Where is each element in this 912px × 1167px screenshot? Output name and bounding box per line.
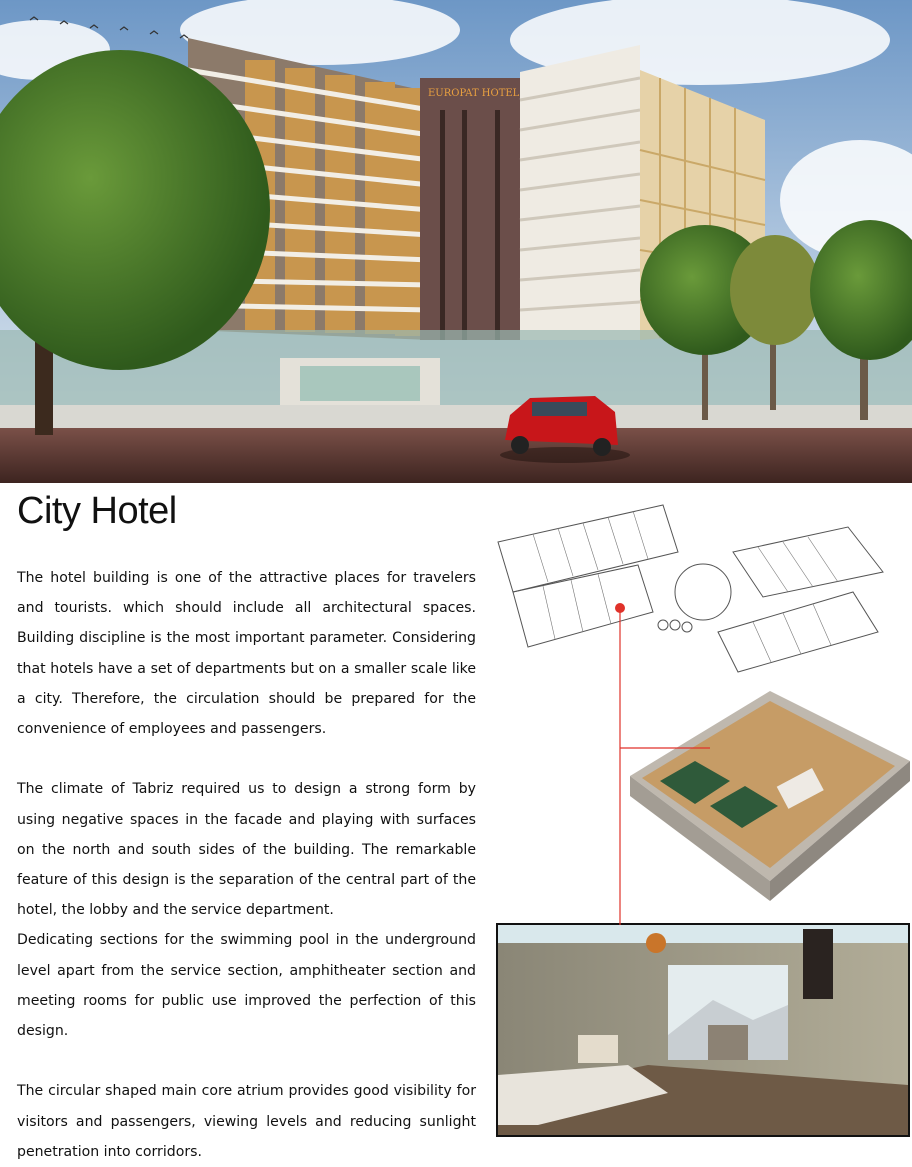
floor-plan-drawing bbox=[493, 497, 912, 693]
paragraph-3: Dedicating sections for the swimming pool in the underground level apart from the service section, amphitheater section and meeting rooms for public use improved the perfection of this design. bbox=[17, 932, 476, 1040]
plan-room-partitions bbox=[533, 511, 838, 662]
hotel-sign: EUROPAT HOTEL bbox=[428, 88, 520, 99]
page-title: City Hotel bbox=[17, 490, 177, 532]
description-text bbox=[17, 563, 476, 1167]
road bbox=[0, 428, 912, 483]
plan-location-marker bbox=[615, 603, 625, 613]
pendant-lamp bbox=[646, 933, 666, 953]
plan-wing-lower-right bbox=[718, 592, 878, 672]
entrance-glass bbox=[300, 366, 420, 401]
interior-room-rendering bbox=[496, 923, 910, 1137]
paragraph-2: The climate of Tabriz required us to design a strong form by using negative spaces in the facade and playing with surfaces on the north and south sides of the building. The remarkable feature of this design is the separation of the central part of the hotel, the lobby and the service department. bbox=[17, 781, 476, 919]
building-central-core bbox=[420, 78, 525, 340]
room-3d-svg bbox=[620, 686, 912, 912]
plan-wing-lower-left bbox=[513, 565, 653, 647]
floor-plan-svg bbox=[493, 497, 912, 693]
ceiling bbox=[498, 925, 908, 943]
desk-chair bbox=[708, 1025, 748, 1060]
paragraph-4: The circular shaped main core atrium provides good visibility for visitors and passengers, viewing levels and reducing sunlight penetration into corridors. bbox=[17, 1083, 476, 1160]
hotel-exterior-rendering bbox=[0, 0, 912, 483]
wall-tv bbox=[803, 929, 833, 999]
plan-wing-upper-left bbox=[498, 505, 678, 592]
paragraph-1: The hotel building is one of the attractive places for travelers and tourists. which should include all architectural spaces. Building discipline is the most important parameter. Considering that hotels have a set of departments but on a smaller scale like a city. Therefore, the circulation should be prepared for the convenience of employees and passengers. bbox=[17, 570, 476, 738]
armchair bbox=[578, 1035, 618, 1063]
plan-atrium-circle bbox=[675, 564, 731, 620]
exterior-render-svg bbox=[0, 0, 912, 483]
room-3d-cutaway bbox=[620, 686, 912, 912]
interior-svg bbox=[498, 925, 908, 1135]
